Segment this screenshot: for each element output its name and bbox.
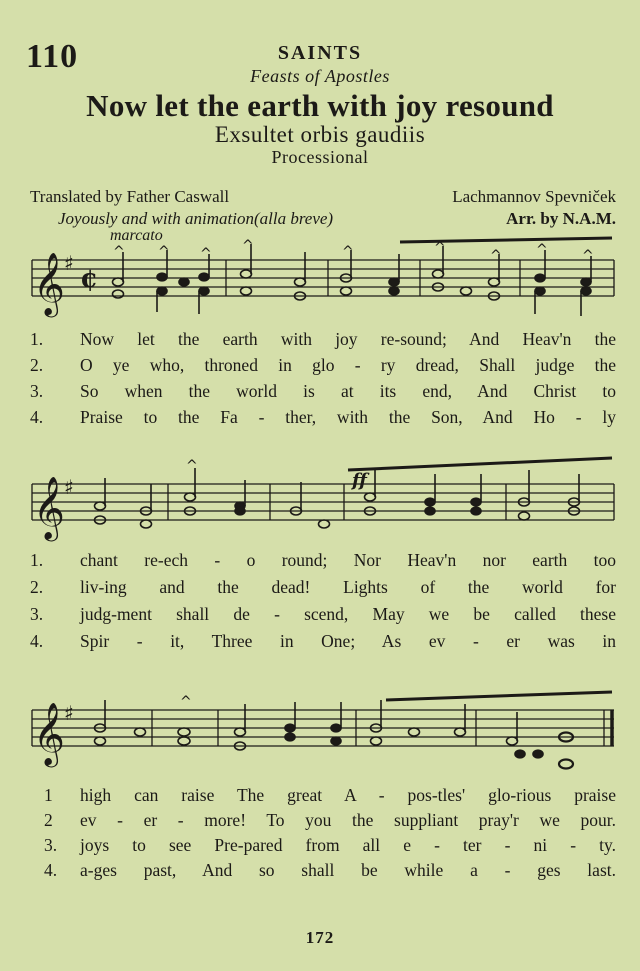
lyric-text: a-ges past, And so shall be while a - ges last. [80,860,616,880]
verse-number: 1. [30,550,44,570]
treble-clef-icon: 𝄞 [33,252,65,315]
svg-text:^: ^ [186,458,198,474]
svg-text:^: ^ [158,244,170,260]
verse-line [0,835,640,861]
lyric-text: high can raise The great A - pos-tles' glo-rious praise [80,785,616,805]
cut-time-icon: ¢ [80,264,99,294]
svg-text:^: ^ [536,242,548,258]
music-staff-3 [0,688,640,784]
music-staff-1 [0,236,640,328]
verse-line [0,810,640,836]
translator-credit: Translated by Father Caswall [30,187,230,206]
verse-line [0,407,640,433]
verse-number: 4. [30,631,44,651]
fortissimo-marking: ff [352,470,367,491]
verse-line [0,355,640,381]
tempo-marking: Joyously and with animation(alla breve) [58,209,334,228]
lyric-text: chant re-ech - o round; Nor Heav'n nor earth too [80,550,616,570]
sharp-icon: ♯ [64,475,74,499]
treble-clef-icon: 𝄞 [33,476,65,539]
svg-text:^: ^ [342,244,354,260]
lyric-text: Praise to the Fa - ther, with the Son, And Ho - ly [80,407,616,427]
verse-number: 1. [30,329,44,349]
expression-marking: marcato [110,227,163,244]
treble-clef-icon: 𝄞 [33,702,65,765]
verse-number: 2. [30,355,44,375]
svg-text:^: ^ [490,248,502,264]
verse-line [0,577,640,603]
usage-label: Processional [271,147,369,167]
lyric-text: liv-ing and the dead! Lights of the world for [80,577,616,597]
verse-number: 2. [30,577,44,597]
svg-text:^: ^ [242,238,254,254]
verse-number: 3. [44,835,58,855]
subsection-heading: Feasts of Apostles [250,66,390,86]
verse-number: 3. [30,604,44,624]
sharp-icon: ♯ [64,701,74,725]
verse-number: 4. [30,407,44,427]
music-staff-2 [0,456,640,548]
svg-text:^: ^ [113,244,125,260]
hymn-number: 110 [26,38,79,75]
verse-number: 2 [44,810,53,830]
lyric-text: Now let the earth with joy re-sound; And Heav'n the [80,329,616,349]
verse-number: 4. [44,860,58,880]
verse-number: 1 [44,785,53,805]
lyric-text: ev - er - more! To you the suppliant pray'r we pour. [80,810,616,830]
arranger-credit: Arr. by N.A.M. [506,209,616,228]
sharp-icon: ♯ [64,251,74,275]
svg-text:^: ^ [434,240,446,256]
lyric-text: O ye who, throned in glo - ry dread, Shall judge the [80,355,616,375]
verse-line [0,604,640,630]
verse-line [0,329,640,355]
latin-title: Exsultet orbis gaudiis [214,122,426,147]
verse-line [0,631,640,657]
hymn-title: Now let the earth with joy resound [86,88,554,123]
lyric-text: Spir - it, Three in One; As ev - er was in [80,631,616,651]
verse-line [0,860,640,886]
verse-line [0,381,640,407]
lyric-text: So when the world is at its end, And Christ to [80,381,616,401]
section-heading: SAINTS [277,42,363,64]
lyric-text: judg-ment shall de - scend, May we be called these [80,604,616,624]
lyric-text: joys to see Pre-pared from all e - ter - ni - ty. [80,835,616,855]
svg-text:^: ^ [180,694,192,710]
verse-line [0,785,640,811]
page-number: 172 [305,928,335,947]
svg-text:^: ^ [582,248,594,264]
verse-line [0,550,640,576]
verse-number: 3. [30,381,44,401]
svg-text:^: ^ [200,246,212,262]
tune-credit: Lachmannov Spevniček [452,187,616,206]
